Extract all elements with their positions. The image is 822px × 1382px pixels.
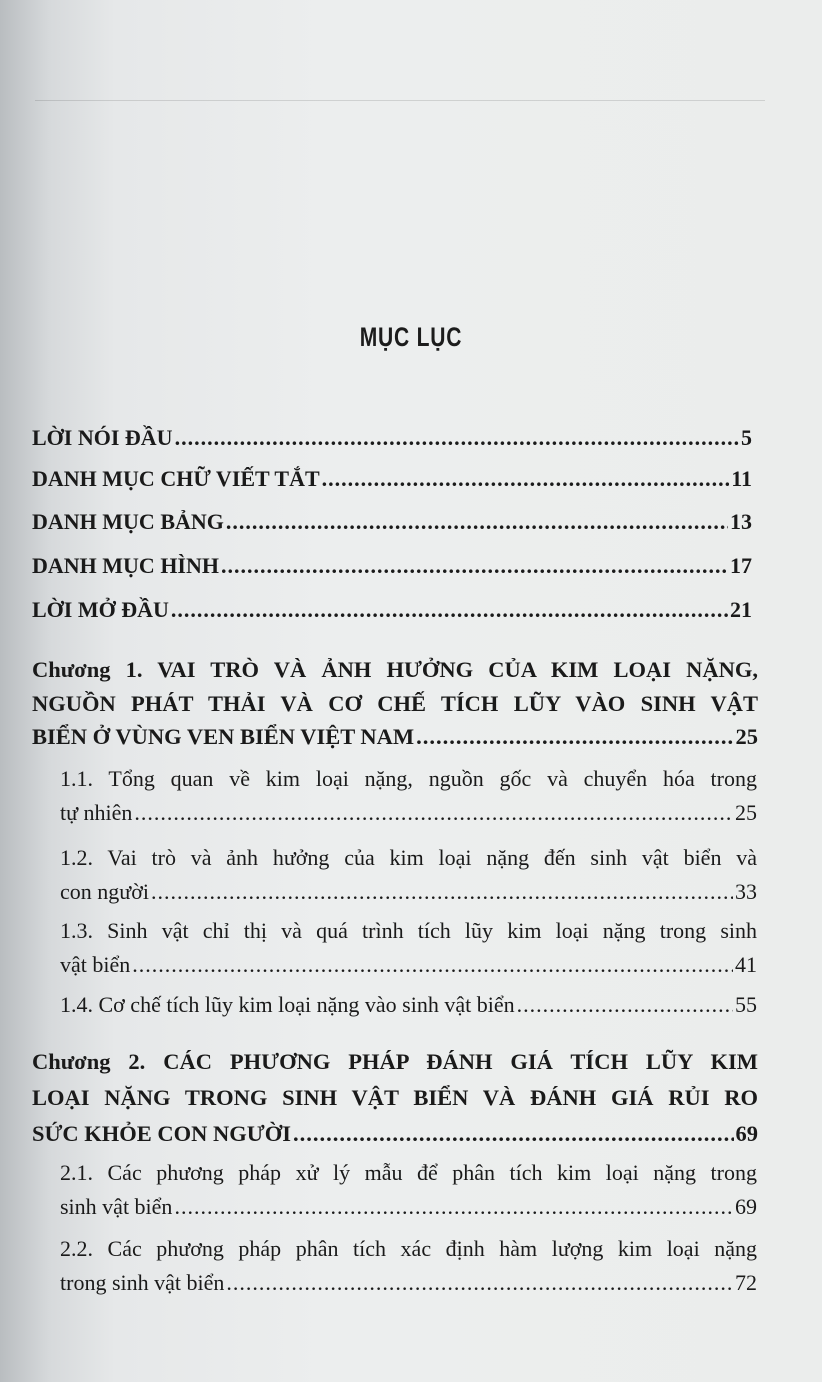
- toc-entry-page: 41: [735, 952, 757, 977]
- chapter-1-heading-line1[interactable]: Chương 1. VAI TRÒ VÀ ẢNH HƯỞNG CỦA KIM LOẠI NẶNG,: [32, 657, 758, 682]
- leader-dots: [175, 425, 739, 451]
- toc-entry-loi-noi-dau[interactable]: [32, 425, 752, 451]
- leader-dots: [416, 724, 733, 750]
- toc-entry-page: 69: [735, 1194, 757, 1219]
- toc-entry-danh-muc-hinh[interactable]: [32, 553, 752, 579]
- section-1-4-label: 1.4. Cơ chế tích lũy kim loại nặng vào sinh vật biển: [60, 992, 515, 1017]
- leader-dots: [517, 992, 733, 1018]
- leader-dots: [226, 1270, 733, 1296]
- section-2-1-line1[interactable]: 2.1. Các phương pháp xử lý mẫu để phân tích kim loại nặng trong: [60, 1160, 757, 1185]
- toc-entry-label: DANH MỤC BẢNG: [32, 509, 224, 534]
- section-1-1-line2: tự nhiên: [60, 800, 133, 825]
- section-1-2-line1[interactable]: 1.2. Vai trò và ảnh hưởng của kim loại nặng đến sinh vật biển và: [60, 845, 757, 870]
- toc-entry-section-1-2[interactable]: [60, 879, 757, 905]
- toc-entry-label: DANH MỤC CHỮ VIẾT TẮT: [32, 466, 320, 491]
- toc-entry-loi-mo-dau[interactable]: [32, 597, 752, 623]
- toc-entry-label: LỜI MỞ ĐẦU: [32, 597, 169, 622]
- toc-entry-danh-muc-bang[interactable]: [32, 509, 752, 535]
- toc-entry-page: 25: [735, 800, 757, 825]
- section-1-3-line2: vật biển: [60, 952, 131, 977]
- toc-entry-page: 13: [730, 509, 752, 534]
- leader-dots: [221, 553, 728, 579]
- section-2-1-line2: sinh vật biển: [60, 1194, 173, 1219]
- toc-entry-chapter-1[interactable]: [32, 724, 758, 750]
- toc-entry-page: 5: [741, 425, 752, 450]
- toc-entry-section-1-4[interactable]: [60, 992, 757, 1018]
- toc-entry-page: 25: [735, 724, 758, 749]
- toc-entry-page: 17: [730, 553, 752, 578]
- toc-entry-page: 11: [731, 466, 752, 491]
- section-1-3-line1[interactable]: 1.3. Sinh vật chỉ thị và quá trình tích lũy kim loại nặng trong sinh: [60, 918, 757, 943]
- chapter-2-heading-line3: SỨC KHỎE CON NGƯỜI: [32, 1121, 291, 1146]
- section-1-2-line2: con người: [60, 879, 149, 904]
- leader-dots: [226, 509, 728, 535]
- toc-entry-page: 33: [735, 879, 757, 904]
- chapter-2-heading-line2[interactable]: LOẠI NẶNG TRONG SINH VẬT BIỂN VÀ ĐÁNH GIÁ RỦI RO: [32, 1085, 758, 1110]
- page-title: MỤC LỤC: [359, 322, 463, 352]
- toc-entry-label: DANH MỤC HÌNH: [32, 553, 219, 578]
- chapter-1-heading-line2[interactable]: NGUỒN PHÁT THẢI VÀ CƠ CHẾ TÍCH LŨY VÀO SINH VẬT: [32, 691, 758, 716]
- leader-dots: [171, 597, 728, 623]
- leader-dots: [132, 952, 733, 978]
- toc-entry-page: 69: [735, 1121, 758, 1146]
- toc-entry-danh-muc-chu-viet-tat[interactable]: [32, 466, 752, 492]
- section-2-2-line2: trong sinh vật biển: [60, 1270, 225, 1295]
- toc-entry-page: 21: [730, 597, 752, 622]
- section-1-1-line1[interactable]: 1.1. Tổng quan về kim loại nặng, nguồn gốc và chuyển hóa trong: [60, 766, 757, 791]
- toc-entry-page: 72: [735, 1270, 757, 1295]
- chapter-2-heading-line1[interactable]: Chương 2. CÁC PHƯƠNG PHÁP ĐÁNH GIÁ TÍCH LŨY KIM: [32, 1049, 758, 1074]
- leader-dots: [322, 466, 730, 492]
- leader-dots: [134, 800, 733, 826]
- toc-entry-label: LỜI NÓI ĐẦU: [32, 425, 173, 450]
- chapter-1-heading-line3: BIỂN Ở VÙNG VEN BIỂN VIỆT NAM: [32, 724, 415, 749]
- toc-entry-chapter-2[interactable]: [32, 1121, 758, 1147]
- toc-entry-page: 55: [735, 992, 757, 1017]
- toc-entry-section-2-2[interactable]: [60, 1270, 757, 1296]
- toc-entry-section-1-1[interactable]: [60, 800, 757, 826]
- leader-dots: [293, 1121, 734, 1147]
- leader-dots: [174, 1194, 733, 1220]
- leader-dots: [151, 879, 733, 905]
- toc-entry-section-2-1[interactable]: [60, 1194, 757, 1220]
- section-2-2-line1[interactable]: 2.2. Các phương pháp phân tích xác định hàm lượng kim loại nặng: [60, 1236, 757, 1261]
- header-rule: [35, 100, 765, 101]
- toc-entry-section-1-3[interactable]: [60, 952, 757, 978]
